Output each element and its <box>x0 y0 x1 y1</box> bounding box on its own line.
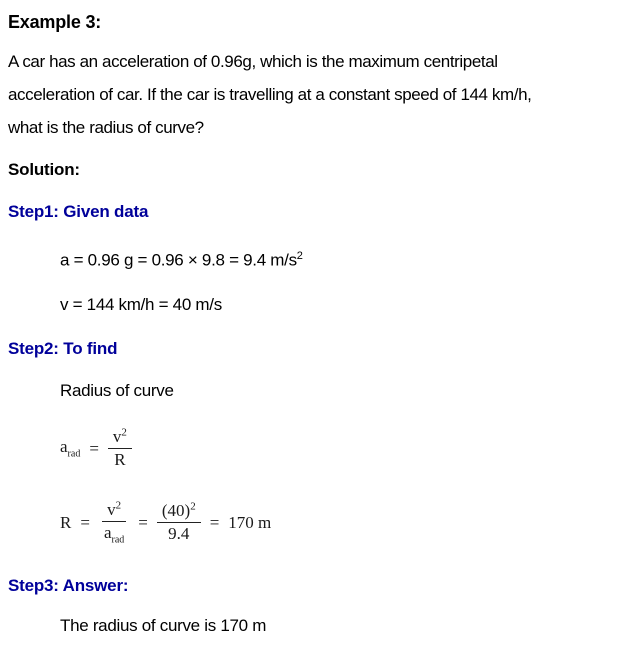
problem-line: acceleration of car. If the car is travelling at a constant speed of 144 km/h, <box>8 85 532 104</box>
formula-radius-calculation <box>60 492 619 554</box>
variable-v: v <box>112 427 122 447</box>
fraction-numerator <box>108 427 132 449</box>
given-equation-acceleration <box>60 244 619 273</box>
equals-sign: = <box>209 512 220 532</box>
step1-heading: Step1: Given data <box>8 202 149 221</box>
to-find-target: Radius of curve <box>60 380 174 400</box>
equals-sign: = <box>89 438 99 458</box>
equals-sign: = <box>138 512 148 532</box>
formula-lhs <box>60 437 80 459</box>
fraction-denominator <box>99 522 129 545</box>
fraction-denominator: 9.4 <box>168 524 190 544</box>
problem-line: A car has an acceleration of 0.96g, which is the maximum centripetal <box>8 52 498 71</box>
formula-centripetal-acceleration <box>60 423 619 475</box>
fraction-v2-over-arad <box>99 500 129 545</box>
fraction-40sq-over-9.4 <box>157 501 201 544</box>
fraction-numerator <box>157 501 201 523</box>
superscript-2: 2 <box>121 426 127 439</box>
equation-base: a = 0.96 g = 0.96 × 9.8 = 9.4 m/s <box>60 250 297 270</box>
fraction-denominator: R <box>114 450 126 470</box>
result-value: 170 m <box>228 512 272 532</box>
problem-statement <box>8 45 619 144</box>
fraction-v2-over-R <box>108 427 132 470</box>
variable-v: v <box>107 499 116 519</box>
superscript-2: 2 <box>115 499 122 512</box>
equals-sign: = <box>80 512 90 532</box>
equation-superscript: 2 <box>296 250 303 262</box>
value-40: (40) <box>161 501 191 521</box>
problem-line: what is the radius of curve? <box>8 118 204 137</box>
solution-label: Solution: <box>8 160 80 179</box>
final-answer: The radius of curve is 170 m <box>60 615 267 635</box>
fraction-numerator <box>102 500 126 522</box>
step3-heading: Step3: Answer: <box>8 575 129 595</box>
step2-heading: Step2: To find <box>8 338 118 358</box>
given-equation-velocity: v = 144 km/h = 40 m/s <box>60 294 222 314</box>
variable-R: R <box>60 512 72 532</box>
subscript-rad: rad <box>111 534 125 546</box>
variable-a: a <box>103 522 112 542</box>
variable-a: a <box>60 437 68 457</box>
example-title: Example 3: <box>8 12 102 32</box>
superscript-2: 2 <box>190 500 196 513</box>
subscript-rad: rad <box>67 448 81 460</box>
